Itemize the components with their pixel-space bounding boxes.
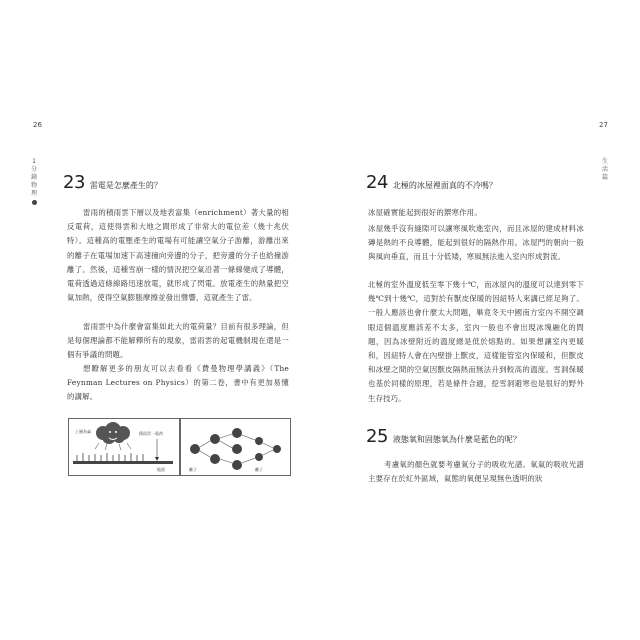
running-head-left-text: 1分鐘物理 <box>30 158 37 197</box>
question-number: 25 <box>366 426 388 447</box>
figure-label-ion-a: 離子 <box>189 467 197 472</box>
thundercloud-illustration <box>69 419 179 475</box>
question-23-heading <box>63 172 162 193</box>
paragraph-lightning-3: 想瞭解更多的朋友可以去看看《費曼物理學講義》（The Feynman Lectures on Physics）的第二卷，書中有更加易懂的講解。 <box>67 364 289 402</box>
running-head-left <box>30 158 38 205</box>
paragraph-oxygen-1: 考慮氧的顏色就要考慮氧分子的吸收光譜。氧氣的吸收光譜主要存在於紅外區域，氣態的氧便呈現無色透明的狀 <box>368 460 584 484</box>
paragraph-igloo-1: 冰屋確實能起到很好的禦寒作用。 <box>368 208 482 217</box>
figure-ion-avalanche <box>180 418 291 476</box>
paragraph-igloo-2: 冰屋幾乎沒有縫隙可以讓寒風吹進室內，而且冰屋的建成材料冰磚是熱的不良導體，能起到很好的隔熱作用。冰屋門的朝向一般與風向垂直，而且十分低矮，寒風無法進入室內形成對流。 <box>368 224 584 262</box>
paragraph-igloo-3: 北極的室外溫度低至零下幾十℃，而冰屋內的溫度可以達到零下幾℃到十幾℃，這對於有獸皮保暖的因紐特人來講已經足夠了。一般人應該也會什麼太大問題，畢竟冬天中國南方室內不開空調眼這個溫度應該差不太多，室內一般也不會出現冰塊融化的問題，因為冰壁附近的溫度總是低於熔點的。如果想讓室內更暖和，因紐特人會在內壁掛上獸皮，這樣能管室內保暖和，但獸皮和冰壁之間的空氣因獸皮隔熱而無法升到較高的溫度。雪洞保暖也基於同樣的原理，若是條件合適，挖雪洞避寒也是很好的野外生存技巧。 <box>368 280 584 403</box>
figure-label-cloud-note: 積雨雲一電荷 <box>139 431 163 436</box>
question-number: 23 <box>63 172 85 193</box>
question-number: 24 <box>366 172 388 193</box>
question-title: 北極的冰屋裡面真的不冷嗎？ <box>392 181 497 190</box>
question-24-heading <box>366 172 497 193</box>
page-number-right: 27 <box>599 121 608 129</box>
question-title: 雷電是怎麼產生的？ <box>89 181 162 190</box>
paragraph-lightning-1: 雷雨的積雨雲下層以及地表富集（enrichment）著大量的相反電荷，這使得雲和大地之間形成了非常大的電位差（幾十兆伏特）。這種高的電壓產生的電場有可能讓空氣分子游離，游離出來的離子在電場加速下高速撞向旁邊的分子，把旁邊的分子也給撞游離了。然後，這種雪崩一樣的情況把空氣沿著一條線變成了導體，電荷透過這條線路迅速放電，就形成了閃電。放電產生的熱量把空氣加熱，使得空氣膨脹摩擦並發出聲響，這就產生了雷。 <box>67 208 289 303</box>
page-number-left: 26 <box>33 121 42 129</box>
figure-label-ground: 地面 <box>157 467 165 472</box>
ion-avalanche-diagram <box>181 419 290 475</box>
question-25-heading <box>366 426 521 447</box>
question-title: 液態氧和固態氧為什麼是藍色的呢？ <box>392 435 521 444</box>
figure-label-upper-air: 上層為氣 <box>75 429 91 434</box>
running-head-right: 生活篇 <box>601 158 608 181</box>
paragraph-lightning-2: 雷雨雲中為什麼會富集如此大的電荷量？目前有很多理論，但是每個理論都不能解釋所有的現象，雷雨雲的起電機制現在還是一個有爭議的問題。 <box>67 322 289 360</box>
chapter-dot-icon <box>32 200 37 205</box>
figure-label-ion-b: 離子 <box>255 467 263 472</box>
figure-thundercloud <box>68 418 180 476</box>
